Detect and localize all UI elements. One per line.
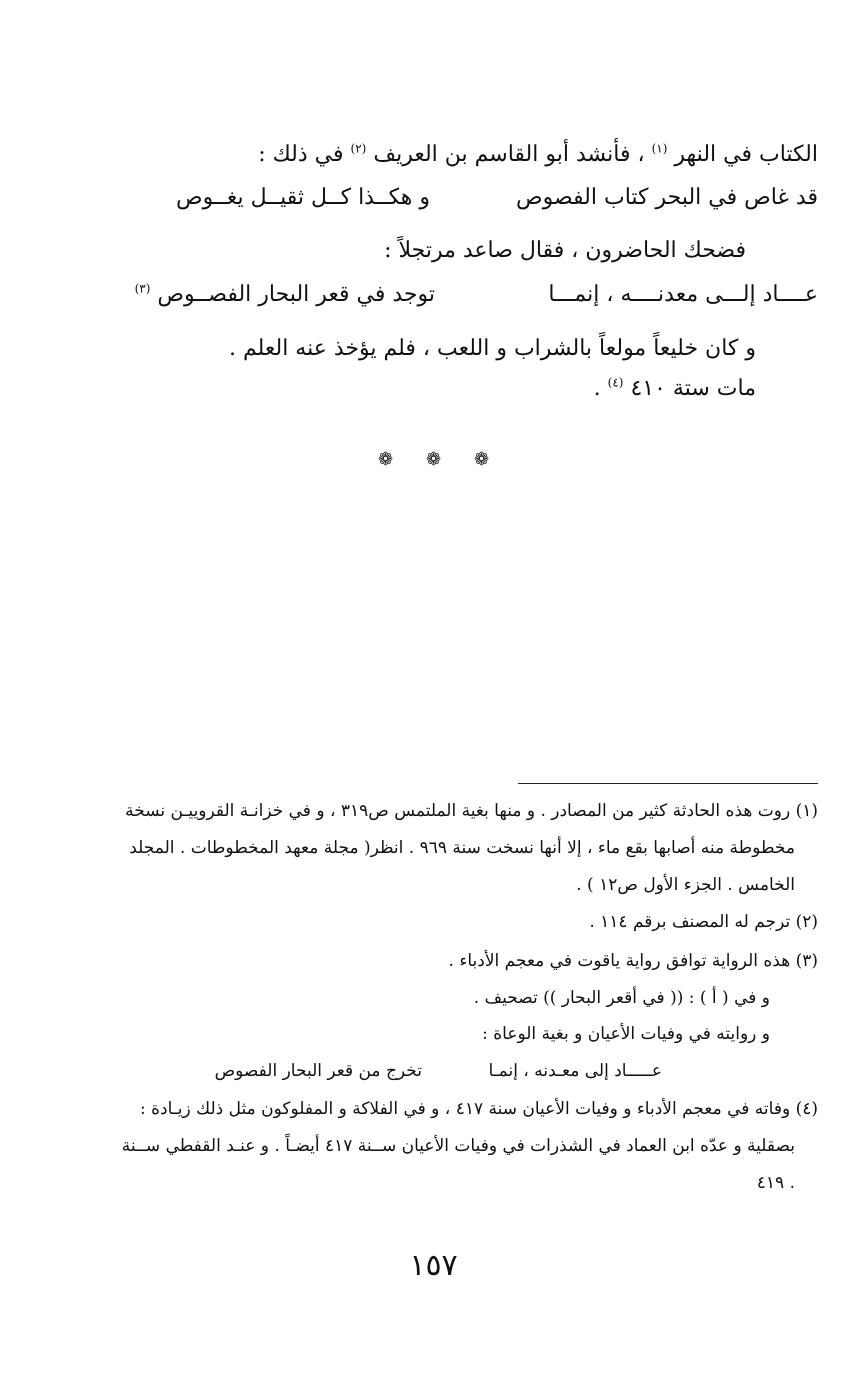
footnote-divider: [518, 783, 818, 784]
body-line-4-end: .: [593, 376, 601, 401]
verse-2-hemistich-2: [135, 282, 435, 307]
footnote-ref-1[interactable]: (١): [651, 141, 668, 156]
footnote-1-line-1: (١) روت هذه الحادثة كثير من المصادر . و منها بغية الملتمس ص٣١٩ ، و في خزانـة القروييـن نسخة: [125, 801, 818, 821]
footnote-4-line-1: (٤) وفاته في معجم الأدباء و وفيات الأعيان سنة ٤١٧ ، و في الفلاكة و المفلوكون مثل ذلك زيـادة :: [140, 1099, 818, 1119]
footnote-3-verse-hemistich-1: عـــــاد إلى معـدنه ، إنمـا: [488, 1061, 662, 1081]
body-line-4-text: مات ستة ٤١٠: [630, 376, 756, 401]
footnote-4-line-2: بصقلية و عدّه ابن العماد في الشذرات في وفيات الأعيان ســنة ٤١٧ أيضـاً . و عنـد القفطي ســنة: [121, 1136, 795, 1156]
section-separator: [0, 449, 867, 470]
footnote-3-line-3: و روايته في وفيات الأعيان و بغية الوعاة :: [482, 1024, 770, 1044]
footnote-ref-3[interactable]: (٣): [134, 281, 151, 296]
footnote-3-line-2: و في ( أ ) : (( في أقعر البحار )) تصحيف .: [473, 988, 770, 1008]
page-number: ١٥٧: [409, 1248, 458, 1283]
body-line-2: فضحك الحاضرون ، فقال صاعد مرتجلاً :: [384, 238, 746, 263]
body-line-4: [594, 376, 756, 401]
verse-1-hemistich-1: قد غاص في البحر كتاب الفصوص: [516, 185, 818, 210]
footnote-3-verse-hemistich-2: تخرج من قعر البحار الفصوص: [214, 1061, 422, 1081]
verse-2-hemistich-1: عــــاد إلـــى معدنــــه ، إنمـــا: [548, 282, 818, 307]
body-line-1-part-a: الكتاب في النهر: [674, 142, 818, 167]
footnote-4-line-3: ٤١٩ .: [756, 1173, 795, 1193]
ornament-flower-icon: ❁: [377, 449, 394, 470]
body-line-1-part-b: ، فأنشد أبو القاسم بن العريف: [373, 142, 645, 167]
footnote-3-line-1: (٣) هذه الرواية توافق رواية ياقوت في معجم الأدباء .: [448, 951, 818, 971]
footnote-ref-2[interactable]: (٢): [350, 141, 367, 156]
verse-2-hemistich-2-text: توجد في قعر البحار الفصــوص: [157, 282, 435, 307]
ornament-flower-icon: ❁: [425, 449, 442, 470]
footnote-ref-4[interactable]: (٤): [607, 375, 624, 390]
footnote-1-line-3: الخامس . الجزء الأول ص١٢ ) .: [576, 875, 795, 895]
verse-1-hemistich-2: و هكــذا كــل ثقيــل يغــوص: [176, 185, 430, 210]
body-line-3: و كان خليعاً مولعاً بالشراب و اللعب ، فلم يؤخذ عنه العلم .: [228, 336, 756, 361]
footnote-1-line-2: مخطوطة منه أصابها بقع ماء ، إلا أنها نسخت سنة ٩٦٩ . انظر( مجلة معهد المخطوطات . المجلد: [129, 838, 795, 858]
ornament-flower-icon: ❁: [473, 449, 490, 470]
footnote-2: (٢) ترجم له المصنف برقم ١١٤ .: [589, 912, 818, 932]
body-line-1: [258, 142, 818, 167]
body-line-1-part-c: في ذلك :: [258, 142, 344, 167]
